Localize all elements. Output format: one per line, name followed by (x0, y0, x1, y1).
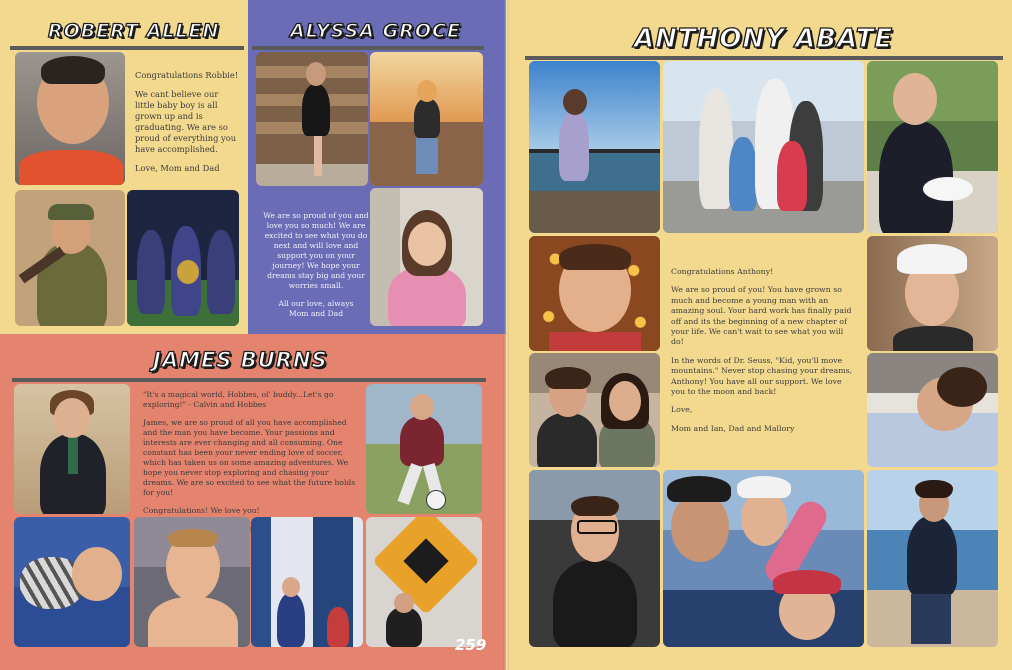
photo-anthony-beach (867, 470, 998, 647)
message-alyssa-groce (260, 211, 372, 327)
photo-robert-baby (15, 52, 125, 185)
message-line: We are so proud of you! You have grown so much and become a young man with an amazing soul. Your hard work has finally paid off and its the beginning of a new chapter of your life. We can't wait to see what you will do! (671, 285, 852, 347)
message-line: We cant believe our little baby boy is all grown up and is graduating. We are so proud of everything you have accomplished. (135, 89, 237, 154)
student-name-robert-allen: ROBERT ALLEN (48, 20, 220, 42)
photo-james-suit (14, 384, 130, 514)
message-line: Congratulations Anthony! (671, 267, 774, 276)
name-underline (525, 56, 1003, 60)
photo-anthony-ballgame (663, 470, 864, 647)
photo-robert-army-costume (15, 190, 125, 326)
photo-james-cat (14, 517, 130, 647)
photo-anthony-car (529, 470, 660, 647)
photo-anthony-pier (529, 61, 660, 233)
message-line: Mom and Ian, Dad and Mallory (671, 423, 795, 433)
photo-anthony-with-girl (529, 353, 660, 467)
message-line: Congratulations! We love you! (143, 506, 260, 515)
photo-alyssa-fence (256, 52, 368, 186)
page-number: 259 (455, 636, 487, 654)
message-line: Love, Mom and Dad (135, 163, 220, 173)
message-line: Mom and Dad (288, 309, 344, 318)
photo-anthony-santa-hat (867, 236, 998, 351)
message-line: All our love, always (278, 299, 354, 308)
photo-anthony-family-boardwalk (663, 61, 864, 233)
message-line: "It's a magical world, Hobbes, ol' buddy...Let's go exploring!" - Calvin and Hobbes (143, 390, 334, 409)
message-anthony-abate (671, 267, 857, 442)
photo-james-wolves-logo (366, 517, 482, 647)
photo-anthony-suit-pillow (867, 61, 998, 233)
student-name-alyssa-groce: ALYSSA GROCE (290, 20, 461, 42)
photo-alyssa-sunset (370, 52, 483, 186)
name-underline (12, 378, 486, 382)
photo-james-arizona-soccer (251, 517, 363, 647)
student-name-james-burns: JAMES BURNS (153, 348, 328, 372)
photo-robert-marching-band (127, 190, 239, 326)
message-line: Congratulations Robbie! (135, 70, 239, 80)
message-robert-allen (135, 70, 240, 182)
photo-james-boy-smiling (134, 517, 250, 647)
photo-anthony-lights (529, 236, 660, 351)
photo-james-soccer (366, 384, 482, 514)
message-line: James, we are so proud of all you have accomplished and the man you have become. Your passions and interests are ever changing and all consuming. One constant has been your never ending love of soccer, which has taken us on some amazing adventures. We hope you never stop exploring and chasing your dreams. We are so excited to see what the future holds for you! (143, 418, 356, 497)
name-underline (10, 46, 244, 50)
student-name-anthony-abate: ANTHONY ABATE (634, 24, 894, 54)
message-line: Love, (671, 405, 693, 415)
page-gutter-shadow (503, 0, 509, 670)
name-underline (252, 46, 484, 50)
photo-anthony-sleeping (867, 353, 998, 467)
message-line: We are so proud of you and love you so much! We are excited to see what you do next and will love and support you on your journey! We hope your dreams stay big and your worries small. (263, 211, 369, 290)
photo-alyssa-little-girl (370, 188, 483, 326)
message-line: In the words of Dr. Seuss, "Kid, you'll move mountains." Never stop chasing your dreams, Anthony! You have all our support. We love you to the moon and back! (671, 355, 853, 397)
